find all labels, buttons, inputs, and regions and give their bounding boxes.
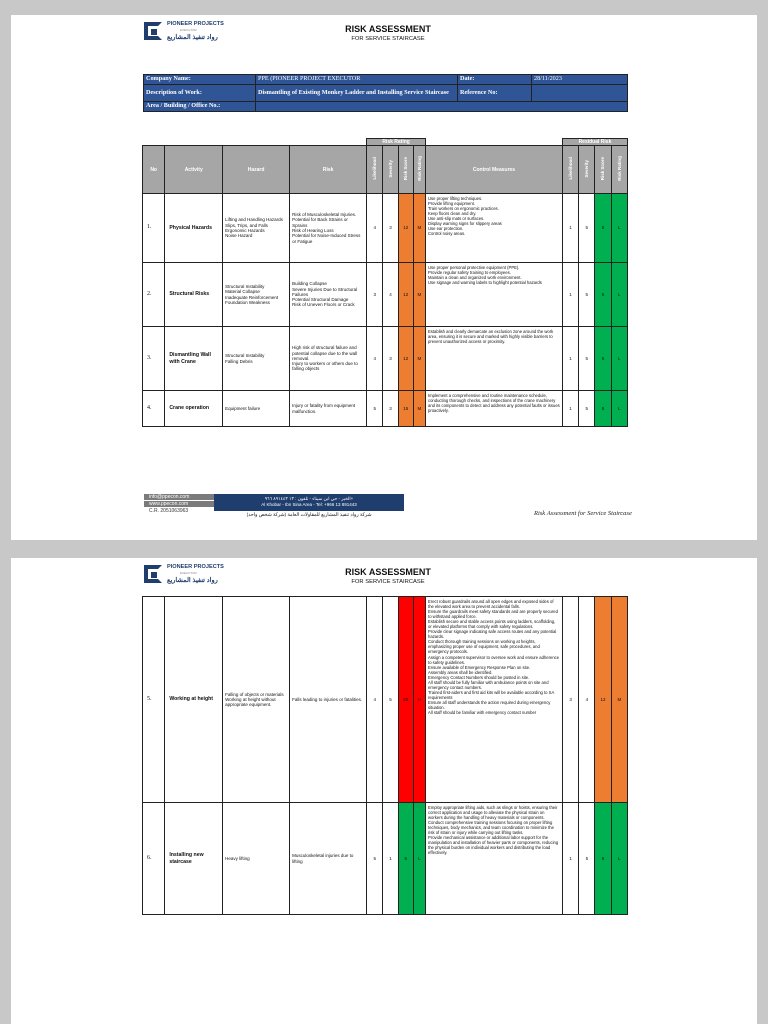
risk-score-header: Risk Score <box>403 156 409 181</box>
row-residual-risk-score: 5 <box>595 263 611 327</box>
row-control-measures: Employ appropriate lifting aids, such as slings or hoists, ensuring their correct application and usage to alleviate the physical strain on workers during the handling of heavy materials or components. Conduct comprehensive training sessions focusing on proper lifting techniques, body mechanics, and team coordination to minimize the risk of strain or injury while carrying out lifting tasks. Provide mechanical assistance or additional labor support for the manipulation and installation of heavier parts or components, reducing the physical burden on individual workers and distributing the load effectively. <box>426 803 563 915</box>
row-activity: Installing new staircase <box>165 803 223 915</box>
work-value: Dismantling of Existing Monkey Ladder and Installing Service Staircase <box>256 85 458 102</box>
row-residual-risk-rating: L <box>611 803 627 915</box>
company-value: PPE (PIONEER PROJECT EXECUTOR <box>256 75 458 85</box>
footer-document-note: Risk Assessment for Service Staircase <box>534 510 632 517</box>
row-residual-likelihood: 1 <box>562 327 578 391</box>
row-likelihood: 4 <box>367 327 383 391</box>
risk-row <box>143 263 628 327</box>
row-activity: Working at height <box>165 597 223 803</box>
row-activity: Dismantling Wall with Crane <box>165 327 223 391</box>
risk-rating-group-header: Risk Rating <box>367 139 426 146</box>
company-logo <box>144 21 244 43</box>
row-control-measures: Use proper personal protective equipment (PPE). Provide regular safety training to employees. Maintain a clean and organized work environment. Use signage and warning labels to highlight potential hazards <box>425 263 562 327</box>
row-severity: 3 <box>383 327 398 391</box>
residual-severity-header: Severity <box>584 159 590 178</box>
area-value <box>256 102 628 112</box>
footer-address-arabic: الخبر - حي ابن سيناء - تلفون : ١٣ ٨٩١٤٤٣ ٩٦٦+ <box>264 496 354 501</box>
risk-row <box>143 597 628 803</box>
row-risk: High risk of structural failure and potential collapse due to the wall removal. Injury to workers or others due to falling objects <box>290 327 367 391</box>
row-likelihood: 5 <box>367 803 383 915</box>
row-severity: 3 <box>383 194 398 263</box>
row-risk-rating: M <box>413 327 425 391</box>
company-logo <box>144 564 244 586</box>
row-risk-score: 12 <box>398 263 413 327</box>
row-residual-likelihood: 1 <box>562 391 578 427</box>
risk-row <box>143 194 628 263</box>
reference-value <box>532 85 628 102</box>
row-likelihood: 5 <box>367 391 383 427</box>
logo-arabic: رواد تنفيذ المشاريع <box>167 34 218 41</box>
row-likelihood: 4 <box>367 597 383 803</box>
company-label: Company Name: <box>144 75 256 85</box>
page-footer <box>144 494 406 522</box>
footer-cr-number: C.R. 2051063963 <box>149 508 189 514</box>
document-subtitle: FOR SERVICE STAIRCASE <box>351 36 425 42</box>
document-page-1 <box>11 15 757 540</box>
reference-label: Reference No: <box>458 85 532 102</box>
logo-subtitle: EXECUTOR <box>180 28 197 32</box>
row-residual-risk-score: 5 <box>595 327 611 391</box>
risk-row <box>143 803 628 915</box>
row-hazard: Equipment failure <box>223 391 290 427</box>
footer-address <box>214 494 404 511</box>
footer-website: www.ppecon.com <box>144 501 214 507</box>
row-residual-risk-rating: M <box>611 597 627 803</box>
row-hazard: Falling of objects or materials Working at height without appropriate equipment. <box>223 597 290 803</box>
row-control-measures: Establish and clearly demarcate an exclusion zone around the work area, ensuring it is secure and marked with highly visible barriers to prevent unauthorized access or proximity. <box>425 327 562 391</box>
logo-arabic: رواد تنفيذ المشاريع <box>167 577 218 584</box>
row-number: 1. <box>143 194 165 263</box>
row-risk: Risk of Musculoskeletal Injuries. Potential for Back Strains or Sprains Risk of Hearing Loss Potential for Noise-Induced Stress or Fatigue <box>290 194 367 263</box>
row-residual-likelihood: 3 <box>563 597 579 803</box>
row-control-measures: Use proper lifting techniques. Provide lifting equipment. Train workers on ergonomic practices. Keep floors clean and dry. Use anti-slip mats or surfaces. Display warning signs for slippery areas Use ear protection. Control noisy areas. <box>425 194 562 263</box>
logo-name: PIONEER PROJECTS <box>167 21 224 27</box>
row-risk-score: 12 <box>398 194 413 263</box>
row-residual-severity: 5 <box>579 194 595 263</box>
row-activity: Physical Hazards <box>165 194 223 263</box>
row-risk: Falls leading to injuries or fatalities. <box>290 597 367 803</box>
row-residual-severity: 5 <box>579 327 595 391</box>
row-residual-likelihood: 1 <box>562 263 578 327</box>
row-risk-rating: M <box>413 391 425 427</box>
row-residual-severity: 5 <box>579 263 595 327</box>
logo-name: PIONEER PROJECTS <box>167 564 224 570</box>
row-number: 3. <box>143 327 165 391</box>
row-hazard: Lifting and Handling Hazards Slips, Trips, and Falls Ergonomic Hazards Noise Hazard <box>223 194 290 263</box>
row-control-measures: Erect robust guardrails around all open edges and exposed sides of the elevated work area to prevent accidental falls. Ensure the guardrails meet safety standards and are properly secured to withstand applied force. Establish secure and stable access points using ladders, scaffolding, or elevated platforms that comply with safety regulations. Provide clear signage indicating safe access routes and any potential hazards. Conduct thorough training sessions on working at heights, emphasizing proper use of equipment, safe procedures, and emergency protocols. Assign a competent supervisor to oversee work and ensure adherence to safety guidelines. Ensure available of Emergency Response Plan on site. Assembly areas shall be identified. Emergency Contact Numbers should be posted in site. All staff should be fully familiar with ambulance points on site and emergency contact numbers. Trained first-aiders and first aid kits will be available according to SA requirements Ensure all staff understands the action required during emergency situation. All staff should be familiar with emergency contact number <box>426 597 563 803</box>
row-risk-score: 20 <box>398 597 413 803</box>
row-residual-risk-score: 5 <box>595 391 611 427</box>
row-number: 4. <box>143 391 165 427</box>
risk-rating-header: Risk Rating <box>416 156 422 181</box>
row-hazard: Structural Instability Falling Debris <box>223 327 290 391</box>
row-control-measures: Implement a comprehensive and routine maintenance schedule, conducting thorough checks, and inspections of the crane machinery and its components to detect and address any potential faults or issues proactively. <box>425 391 562 427</box>
date-value: 28/11/2023 <box>532 75 628 85</box>
document-title: RISK ASSESSMENT <box>345 567 431 577</box>
row-risk-rating: M <box>413 263 425 327</box>
logo-subtitle: EXECUTOR <box>180 571 197 575</box>
row-residual-likelihood: 1 <box>563 803 579 915</box>
no-header: No <box>143 146 165 194</box>
row-residual-risk-rating: L <box>611 263 627 327</box>
row-activity: Crane operation <box>165 391 223 427</box>
row-risk-rating: H <box>413 597 425 803</box>
row-number: 2. <box>143 263 165 327</box>
row-residual-risk-score: 5 <box>595 194 611 263</box>
risk-row <box>143 391 628 427</box>
residual-risk-rating-header: Risk Rating <box>616 156 622 181</box>
residual-risk-group-header: Residual Risk <box>562 139 627 146</box>
project-info-table <box>143 74 628 112</box>
row-severity: 3 <box>383 391 398 427</box>
row-risk-rating: L <box>413 803 425 915</box>
row-hazard: Heavy lifting <box>223 803 290 915</box>
risk-table-1 <box>142 138 628 427</box>
row-likelihood: 3 <box>367 263 383 327</box>
date-label: Date: <box>458 75 532 85</box>
row-residual-risk-rating: L <box>611 391 627 427</box>
row-risk-score: 15 <box>398 391 413 427</box>
hazard-header: Hazard <box>223 146 290 194</box>
row-risk-score: 12 <box>398 327 413 391</box>
row-residual-risk-rating: L <box>611 194 627 263</box>
footer-address-english: Al Khobar - Ibn Sina Area - Tel: +966 13 891443 <box>261 502 357 507</box>
area-label: Area / Building / Office No.: <box>144 102 256 112</box>
row-severity: 5 <box>383 597 398 803</box>
residual-likelihood-header: Likelihood <box>568 157 574 180</box>
row-residual-risk-score: 5 <box>595 803 611 915</box>
risk-table-2 <box>142 596 628 915</box>
severity-header: Severity <box>387 159 393 178</box>
logo-mark-icon <box>144 22 162 40</box>
residual-risk-score-header: Risk Score <box>600 156 606 181</box>
row-residual-risk-rating: L <box>611 327 627 391</box>
row-residual-severity: 5 <box>579 391 595 427</box>
likelihood-header: Likelihood <box>372 157 378 180</box>
row-residual-likelihood: 1 <box>562 194 578 263</box>
row-activity: Structural Risks <box>165 263 223 327</box>
row-number: 5. <box>143 597 165 803</box>
row-risk-score: 5 <box>398 803 413 915</box>
row-risk: Building Collapse Severe Injuries Due to Structural Failures Potential Structural Damage Risk of Uneven Floors or Crack <box>290 263 367 327</box>
row-residual-risk-score: 12 <box>595 597 611 803</box>
row-risk: Musculoskeletal injuries due to lifting <box>290 803 367 915</box>
row-residual-severity: 5 <box>579 803 595 915</box>
risk-row <box>143 327 628 391</box>
control-measures-header: Control Measures <box>425 146 562 194</box>
row-severity: 1 <box>383 803 398 915</box>
logo-mark-icon <box>144 565 162 583</box>
activity-header: Activity <box>165 146 223 194</box>
row-risk-rating: M <box>413 194 425 263</box>
row-hazard: Structural Instability Material Collapse Inadequate Reinforcement Foundation Weakness <box>223 263 290 327</box>
footer-company-arabic: شركة رواد تنفيذ المشاريع للمقاولات العامة (شركة شخص واحد) <box>246 513 372 518</box>
footer-email: info@ppecon.com <box>144 494 214 500</box>
risk-header: Risk <box>290 146 367 194</box>
document-page-2 <box>11 558 757 1024</box>
row-risk: Injury or fatality from equipment malfunction. <box>290 391 367 427</box>
row-likelihood: 4 <box>367 194 383 263</box>
work-label: Description of Work: <box>144 85 256 102</box>
document-subtitle: FOR SERVICE STAIRCASE <box>351 579 425 585</box>
row-severity: 4 <box>383 263 398 327</box>
row-residual-severity: 4 <box>579 597 595 803</box>
document-title: RISK ASSESSMENT <box>345 24 431 34</box>
row-number: 6. <box>143 803 165 915</box>
